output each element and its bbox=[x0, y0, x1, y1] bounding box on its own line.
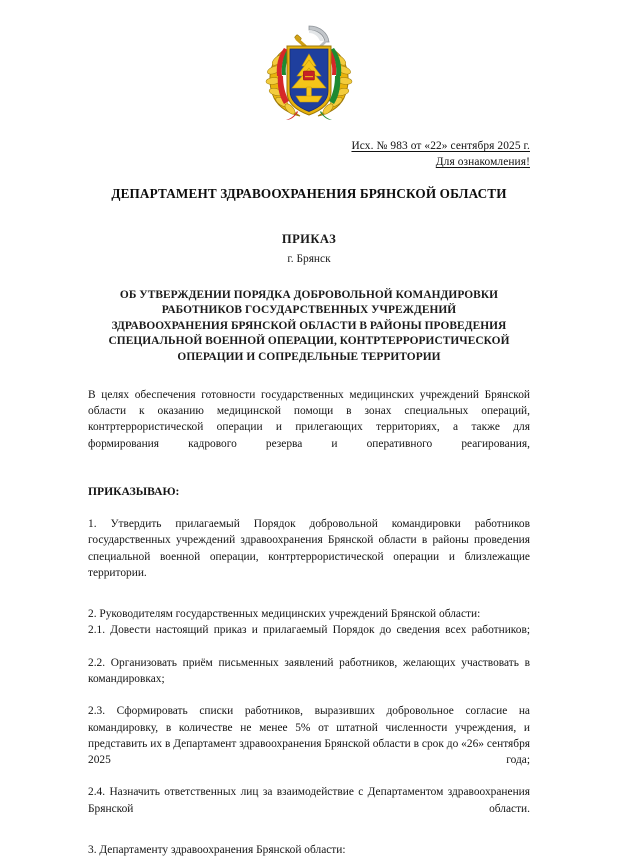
clause-2-1: 2.1. Довести настоящий приказ и прилагаемый Порядок до сведения всех работников; bbox=[88, 624, 530, 637]
spacer bbox=[88, 833, 530, 842]
spacer bbox=[88, 597, 530, 606]
clause-1: 1. Утвердить прилагаемый Порядок добровольной командировки работников государственных учреждений здравоохранения Брянской области в районы проведения специальной военной операции, контртеррористической операции и близлежащие территории. bbox=[88, 518, 530, 579]
document-type-heading: ПРИКАЗ bbox=[281, 232, 337, 246]
document-body bbox=[88, 387, 530, 858]
coat-of-arms-bryansk-oblast-icon bbox=[250, 14, 368, 126]
clause-2: 2. Руководителям государственных медицинских учреждений Брянской области: bbox=[88, 608, 481, 621]
subject-line: РАБОТНИКОВ ГОСУДАРСТВЕННЫХ УЧРЕЖДЕНИЙ bbox=[161, 304, 457, 317]
header-reference-block bbox=[88, 138, 530, 170]
outgoing-reference-text: Исх. № 983 от «22» сентября 2025 г. bbox=[351, 140, 530, 152]
clause-2-2: 2.2. Организовать приём письменных заявлений работников, желающих участвовать в командировках; bbox=[88, 656, 530, 686]
subject-line: ОПЕРАЦИИ И СОПРЕДЕЛЬНЫЕ ТЕРРИТОРИИ bbox=[177, 350, 441, 363]
outgoing-reference-line bbox=[88, 138, 530, 154]
clause-2-3: 2.3. Сформировать списки работников, выразивших добровольное согласие на командировку, в количестве не менее 5% от штатной численности учреждения, и представить их в Департамент здравоохранения Брянской области в срок до «26» сентября 2025 года; bbox=[88, 705, 530, 767]
emblem-container bbox=[0, 14, 618, 126]
preamble-paragraph: В целях обеспечения готовности государственных медицинских учреждений Брянской области к оказанию медицинской помощи в зонах специальных операций, контртеррористической операции и прилегающих территориях, а также для формирования кадрового резерва и оперативного реагирования, bbox=[88, 389, 530, 450]
subject-line: СПЕЦИАЛЬНОЙ ВОЕННОЙ ОПЕРАЦИИ, КОНТРТЕРРОРИСТИЧЕСКОЙ bbox=[108, 335, 510, 348]
subject-line: ЗДРАВООХРАНЕНИЯ БРЯНСКОЙ ОБЛАСТИ В РАЙОНЫ ПРОВЕДЕНИЯ bbox=[111, 319, 507, 332]
clause-2-4: 2.4. Назначить ответственных лиц за взаимодействие с Департаментом здравоохранения Брянской области. bbox=[88, 786, 530, 815]
notice-line bbox=[88, 154, 530, 170]
document-city: г. Брянск bbox=[287, 253, 331, 265]
order-keyword: ПРИКАЗЫВАЮ: bbox=[88, 485, 180, 499]
subject-line: ОБ УТВЕРЖДЕНИИ ПОРЯДКА ДОБРОВОЛЬНОЙ КОМАНДИРОВКИ bbox=[119, 289, 499, 301]
organization-title: ДЕПАРТАМЕНТ ЗДРАВООХРАНЕНИЯ БРЯНСКОЙ ОБЛАСТИ bbox=[111, 186, 507, 201]
spacer bbox=[88, 500, 530, 516]
clause-3: 3. Департаменту здравоохранения Брянской области: bbox=[88, 844, 346, 857]
notice-text: Для ознакомления! bbox=[435, 156, 530, 168]
document-subject-title bbox=[88, 288, 530, 365]
